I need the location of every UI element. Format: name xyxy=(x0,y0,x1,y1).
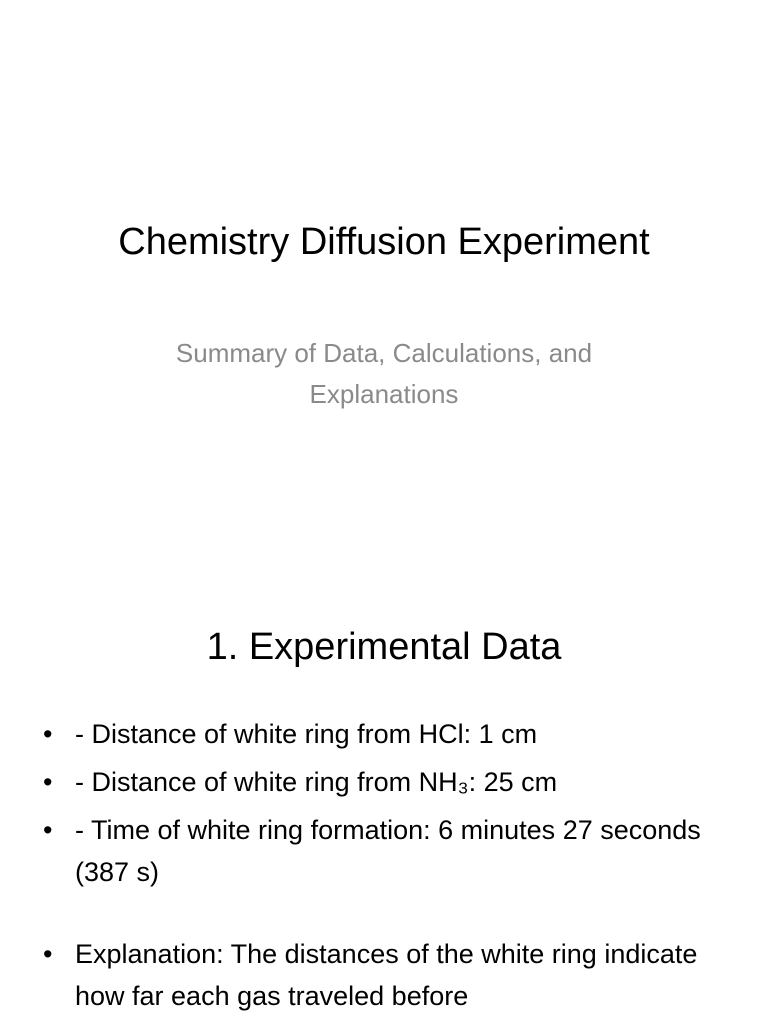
section-heading: 1. Experimental Data xyxy=(206,626,562,668)
bullet-text-nh3-distance: - Distance of white ring from NH₃: 25 cm xyxy=(75,767,558,797)
presentation-title: Chemistry Diffusion Experiment xyxy=(118,221,650,263)
bullet-text-explanation: Explanation: The distances of the white ring indicate how far each gas traveled before xyxy=(75,939,698,1011)
bullet-icon: • xyxy=(43,767,53,797)
bullet-icon: • xyxy=(43,719,53,749)
bullet-icon: • xyxy=(43,815,53,845)
bullet-list xyxy=(0,713,768,1023)
list-item xyxy=(0,713,768,755)
bullet-text-hcl-distance: - Distance of white ring from HCl: 1 cm xyxy=(75,719,538,749)
experimental-data-slide xyxy=(0,576,768,1024)
presentation-subtitle: Summary of Data, Calculations, and Explanations xyxy=(175,338,593,409)
bullet-text-formation-time: - Time of white ring formation: 6 minutes 27 seconds (387 s) xyxy=(75,815,701,887)
list-item xyxy=(0,761,768,803)
list-item xyxy=(0,809,768,893)
bullet-icon: • xyxy=(43,939,53,969)
list-item xyxy=(0,933,768,1017)
